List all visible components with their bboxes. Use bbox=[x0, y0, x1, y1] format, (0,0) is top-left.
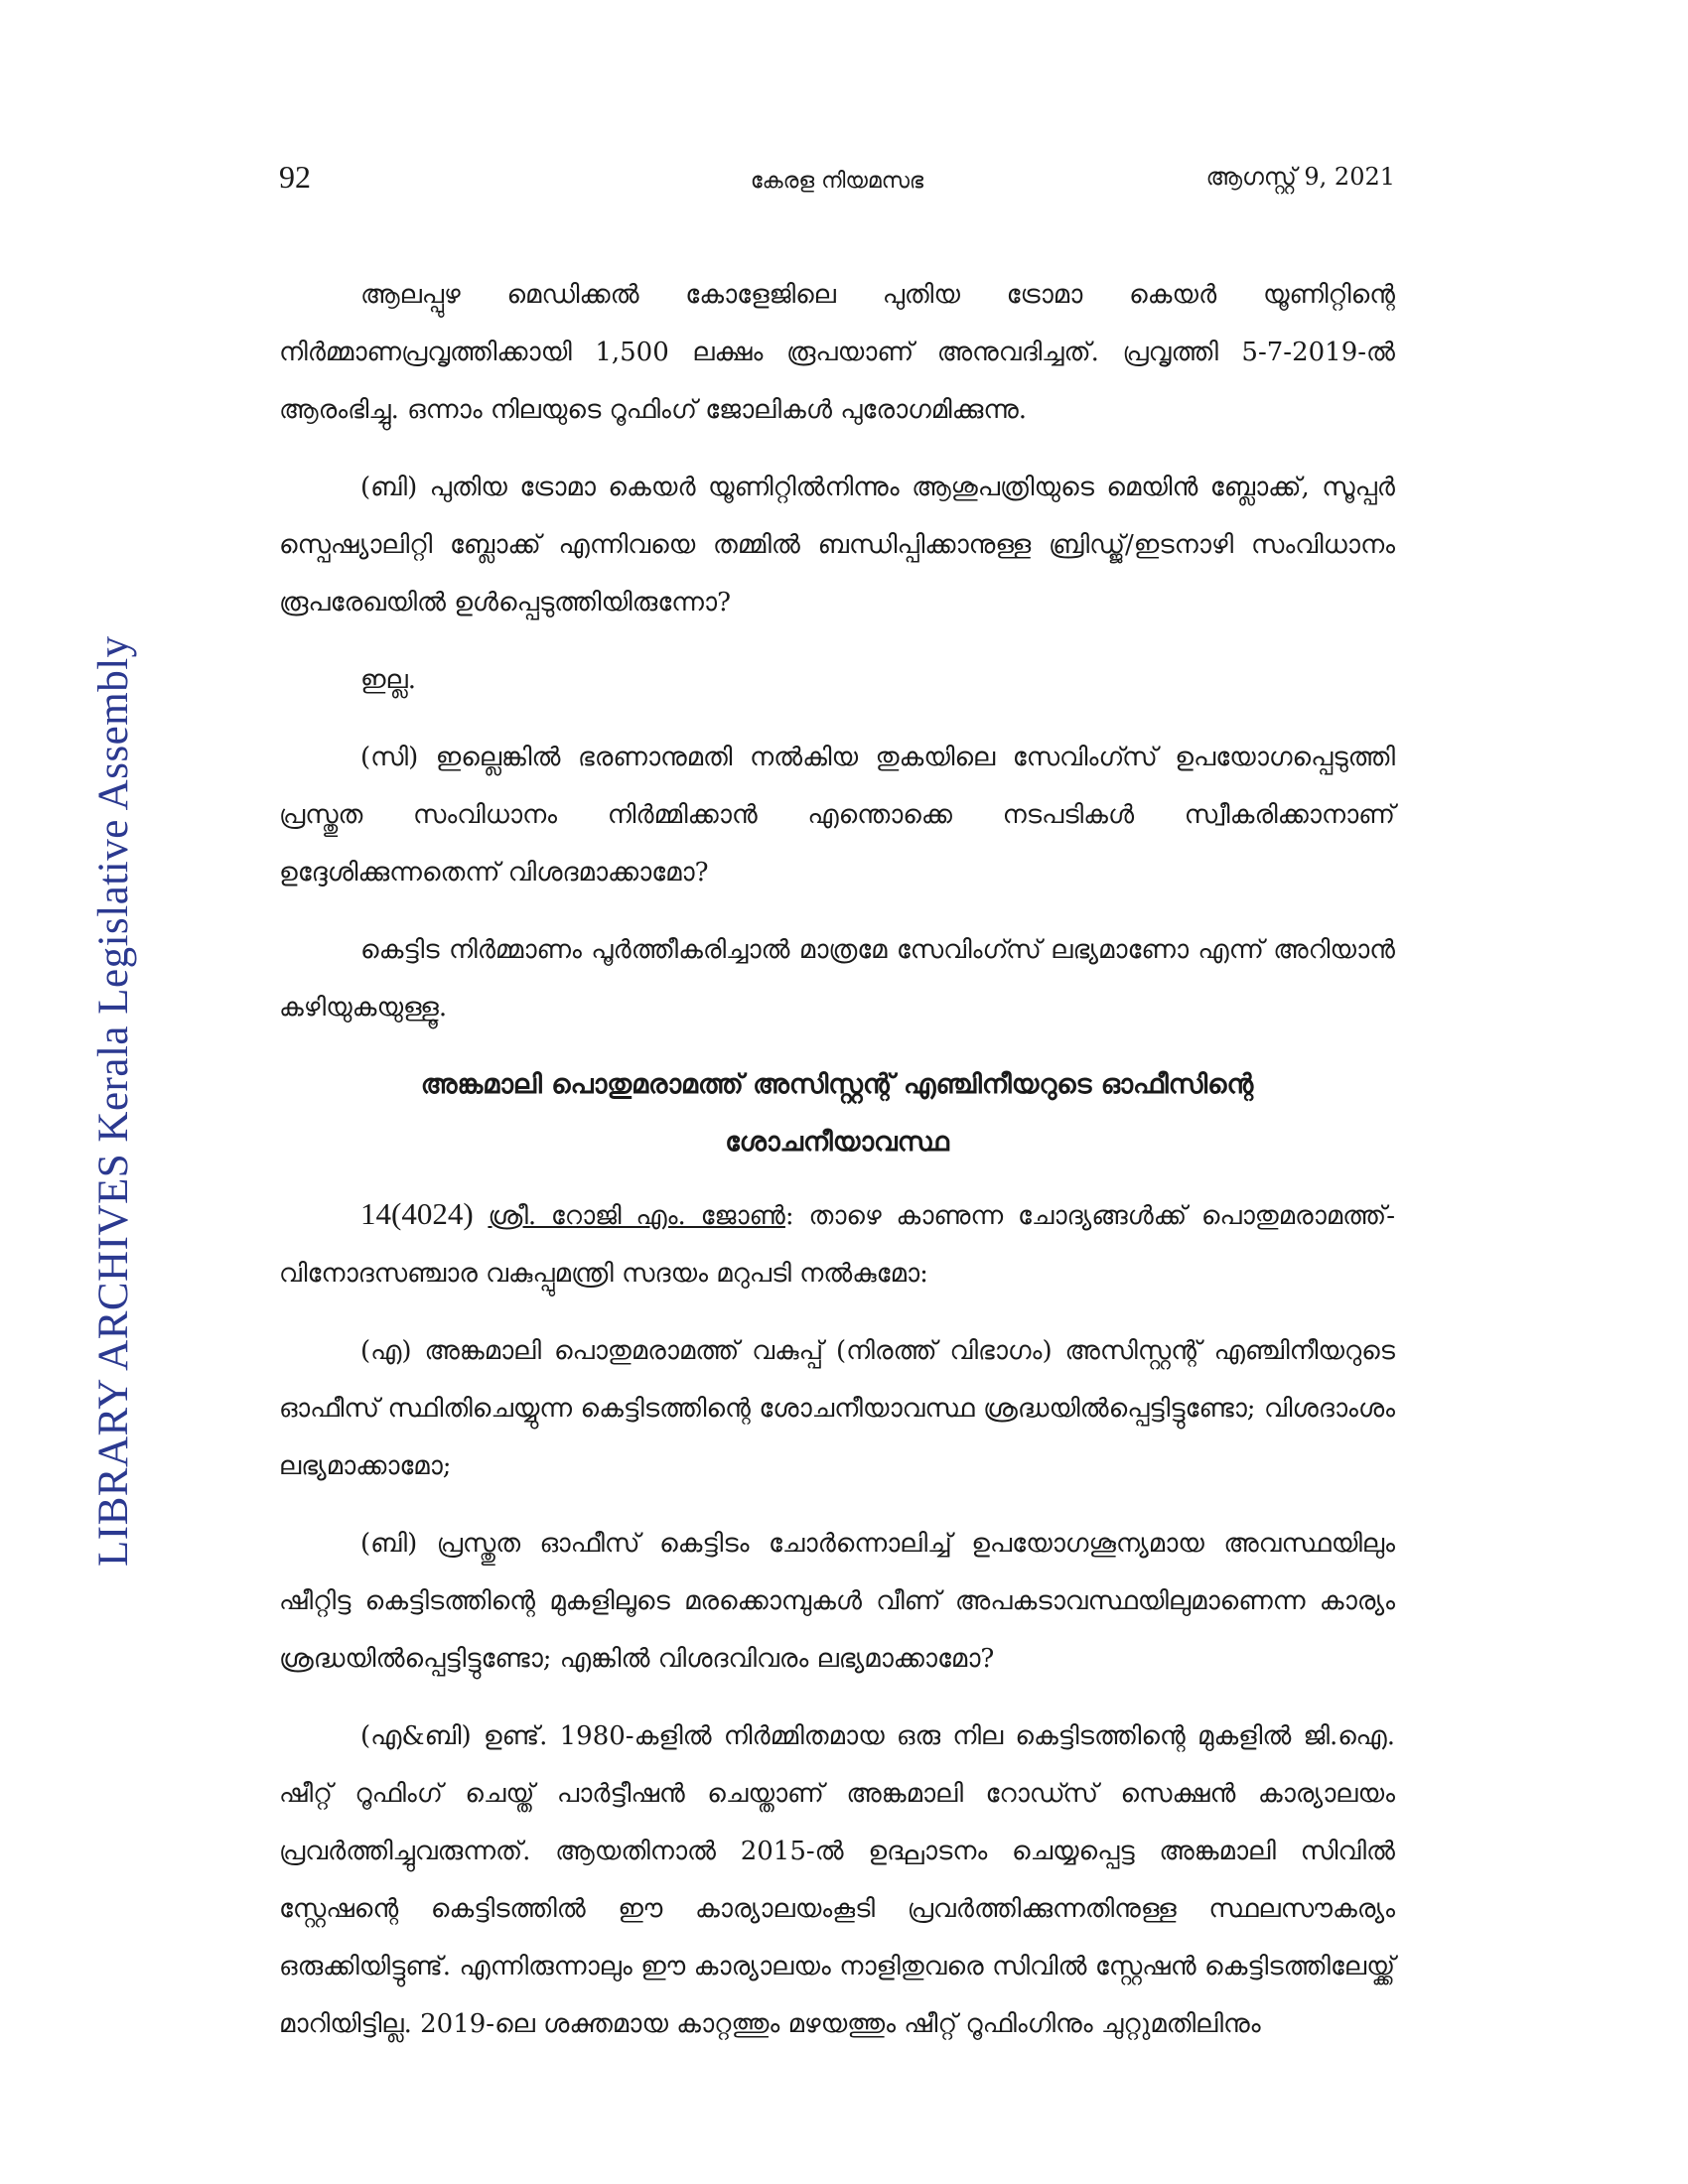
question-c: (സി) ഇല്ലെങ്കിൽ ഭരണാനുമതി നൽകിയ തുകയിലെ സേവിംഗ്സ് ഉപയോഗപ്പെടുത്തി പ്രസ്തുത സംവിധാനം നിർമ്മിക്കാൻ എന്തൊക്കെ നടപടികൾ സ്വീകരിക്കാനാണ് ഉദ്ദേശിക്കുന്നതെന്ന് വിശദമാക്കാമോ? bbox=[279, 743, 1395, 887]
section-heading bbox=[279, 1056, 1395, 1171]
section-heading-line-1: അങ്കമാലി പൊതുമരാമത്ത് അസിസ്റ്റന്റ് എഞ്ചിനീയറുടെ ഓഫീസിന്റെ bbox=[420, 1069, 1254, 1100]
page-number: 92 bbox=[279, 159, 311, 195]
answer-c: കെട്ടിട നിർമ്മാണം പൂർത്തീകരിച്ചാൽ മാത്രമേ സേവിംഗ്സ് ലഭ്യമാണോ എന്ന് അറിയാൻ കഴിയുകയുള്ളൂ. bbox=[279, 935, 1395, 1023]
question-b-2: (ബി) പ്രസ്തുത ഓഫീസ് കെട്ടിടം ചോർന്നൊലിച്ച് ഉപയോഗശൂന്യമായ അവസ്ഥയിലും ഷീറ്റിട്ട കെട്ടിടത്തിന്റെ മുകളിലൂടെ മരക്കൊമ്പുകൾ വീണ് അപകടാവസ്ഥയിലുമാണെന്ന കാര്യം ശ്രദ്ധയിൽപ്പെട്ടിട്ടുണ്ടോ; എങ്കിൽ വിശദവിവരം ലഭ്യമാക്കാമോ? bbox=[279, 1529, 1395, 1674]
assembly-name: കേരള നിയമസഭ bbox=[750, 169, 924, 194]
answer-paragraph-a: ആലപ്പുഴ മെഡിക്കൽ കോളേജിലെ പുതിയ ട്രോമാ കെയർ യൂണിറ്റിന്റെ നിർമ്മാണപ്രവൃത്തിക്കായി 1,500 ലക്ഷം രൂപയാണ് അനുവദിച്ചത്. പ്രവൃത്തി 5-7-2019-ൽ ആരംഭിച്ചു. ഒന്നാം നിലയുടെ റൂഫിംഗ് ജോലികൾ പുരോഗമിക്കുന്നു. bbox=[279, 280, 1395, 425]
section-heading-line-2: ശോചനീയാവസ്ഥ bbox=[725, 1127, 949, 1158]
question-number: 14(4024) bbox=[360, 1196, 474, 1231]
header-date: ആഗസ്റ്റ് 9, 2021 bbox=[1205, 163, 1395, 191]
question-a: (എ) അങ്കമാലി പൊതുമരാമത്ത് വകുപ്പ് (നിരത്ത് വിഭാഗം) അസിസ്റ്റന്റ് എഞ്ചിനീയറുടെ ഓഫീസ് സ്ഥിതിചെയ്യുന്ന കെട്ടിടത്തിന്റെ ശോചനീയാവസ്ഥ ശ്രദ്ധയിൽപ്പെട്ടിട്ടുണ്ടോ; വിശദാംശം ലഭ്യമാക്കാമോ; bbox=[279, 1336, 1395, 1481]
page-content bbox=[279, 266, 1395, 2073]
member-name: ശ്രീ. റോജി എം. ജോൺ bbox=[488, 1201, 785, 1231]
page-header bbox=[279, 159, 1395, 206]
question-b: (ബി) പുതിയ ട്രോമാ കെയർ യൂണിറ്റിൽനിന്നും ആശുപത്രിയുടെ മെയിൻ ബ്ലോക്ക്, സൂപ്പർ സ്പെഷ്യാലിറ്റി ബ്ലോക്ക് എന്നിവയെ തമ്മിൽ ബന്ധിപ്പിക്കാനുള്ള ബ്രിഡ്ജ്/ഇടനാഴി സംവിധാനം രൂപരേഖയിൽ ഉൾപ്പെടുത്തിയിരുന്നോ? bbox=[279, 473, 1395, 617]
answer-a-and-b: (എ&ബി) ഉണ്ട്. 1980-കളിൽ നിർമ്മിതമായ ഒരു നില കെട്ടിടത്തിന്റെ മുകളിൽ ജി.ഐ. ഷീറ്റ് റൂഫിംഗ് ചെയ്ത് പാർട്ടീഷൻ ചെയ്താണ് അങ്കമാലി റോഡ്സ് സെക്ഷൻ കാര്യാലയം പ്രവർത്തിച്ചുവരുന്നത്. ആയതിനാൽ 2015-ൽ ഉദ്ഘാടനം ചെയ്യപ്പെട്ട അങ്കമാലി സിവിൽ സ്റ്റേഷന്റെ കെട്ടിടത്തിൽ ഈ കാര്യാലയംകൂടി പ്രവർത്തിക്കുന്നതിനുള്ള സ്ഥലസൗകര്യം ഒരുക്കിയിട്ടുണ്ട്. എന്നിരുന്നാലും ഈ കാര്യാലയം നാളിതുവരെ സിവിൽ സ്റ്റേഷൻ കെട്ടിടത്തിലേയ്ക്ക് മാറിയിട്ടില്ല. 2019-ലെ ശക്തമായ കാറ്റത്തും മഴയത്തും ഷീറ്റ് റൂഫിംഗിനും ചുറ്റുമതിലിനും bbox=[279, 1721, 1395, 2039]
answer-b: ഇല്ല. bbox=[360, 665, 417, 695]
question-intro: : താഴെ കാണുന്ന ചോദ്യങ്ങൾക്ക് പൊതുമരാമത്ത്-വിനോദസഞ്ചാര വകുപ്പുമന്ത്രി സദയം മറുപടി നൽകുമോ: bbox=[279, 1201, 1396, 1289]
question-intro-paragraph bbox=[279, 1185, 1395, 1302]
library-archives-watermark: LIBRARY ARCHIVES Kerala Legislative Assembly bbox=[90, 635, 137, 1567]
